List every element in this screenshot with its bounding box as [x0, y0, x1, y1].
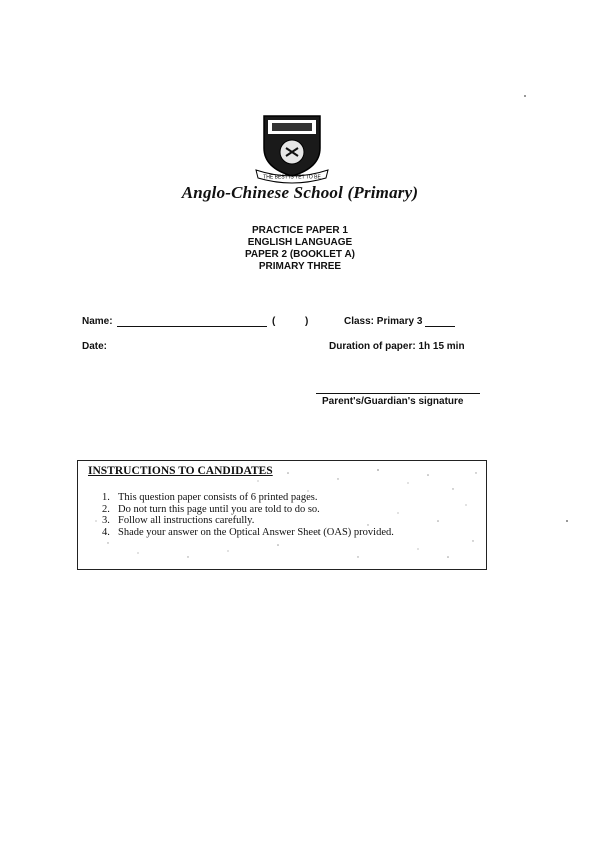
class-field[interactable] [425, 326, 455, 327]
name-label: Name: [82, 316, 113, 327]
signature-field[interactable] [316, 393, 480, 394]
list-item: 4. Shade your answer on the Optical Answer Sheet (OAS) provided. [102, 526, 394, 538]
list-item: 3. Follow all instructions carefully. [102, 515, 255, 526]
register-number-close: ) [305, 316, 309, 327]
signature-label: Parent's/Guardian's signature [322, 396, 464, 407]
name-field[interactable] [117, 326, 267, 327]
instructions-list [102, 492, 394, 538]
list-item: 2. Do not turn this page until you are told to do so. [102, 503, 320, 515]
duration-label: Duration of paper: 1h 15 min [329, 341, 465, 352]
paper-title-line-2: ENGLISH LANGUAGE [247, 237, 353, 248]
paper-titles [0, 225, 600, 273]
instructions-box [77, 460, 487, 570]
paper-title-line-3: PAPER 2 (BOOKLET A) [244, 249, 355, 260]
instructions-title: INSTRUCTIONS TO CANDIDATES [88, 465, 273, 477]
list-item: 1. This question paper consists of 6 printed pages. [102, 492, 318, 503]
class-label: Class: Primary 3 [344, 316, 423, 327]
date-label: Date: [82, 341, 108, 352]
scan-dot [524, 95, 526, 97]
paper-title-line-4: PRIMARY THREE [258, 261, 342, 272]
school-name: Anglo-Chinese School (Primary) [181, 183, 419, 202]
school-motto: THE BEST IS YET TO BE [263, 174, 321, 181]
register-number-open: ( [272, 316, 276, 327]
school-crest [252, 112, 332, 186]
scan-dot [566, 520, 568, 522]
paper-title-line-1: PRACTICE PAPER 1 [252, 225, 348, 236]
